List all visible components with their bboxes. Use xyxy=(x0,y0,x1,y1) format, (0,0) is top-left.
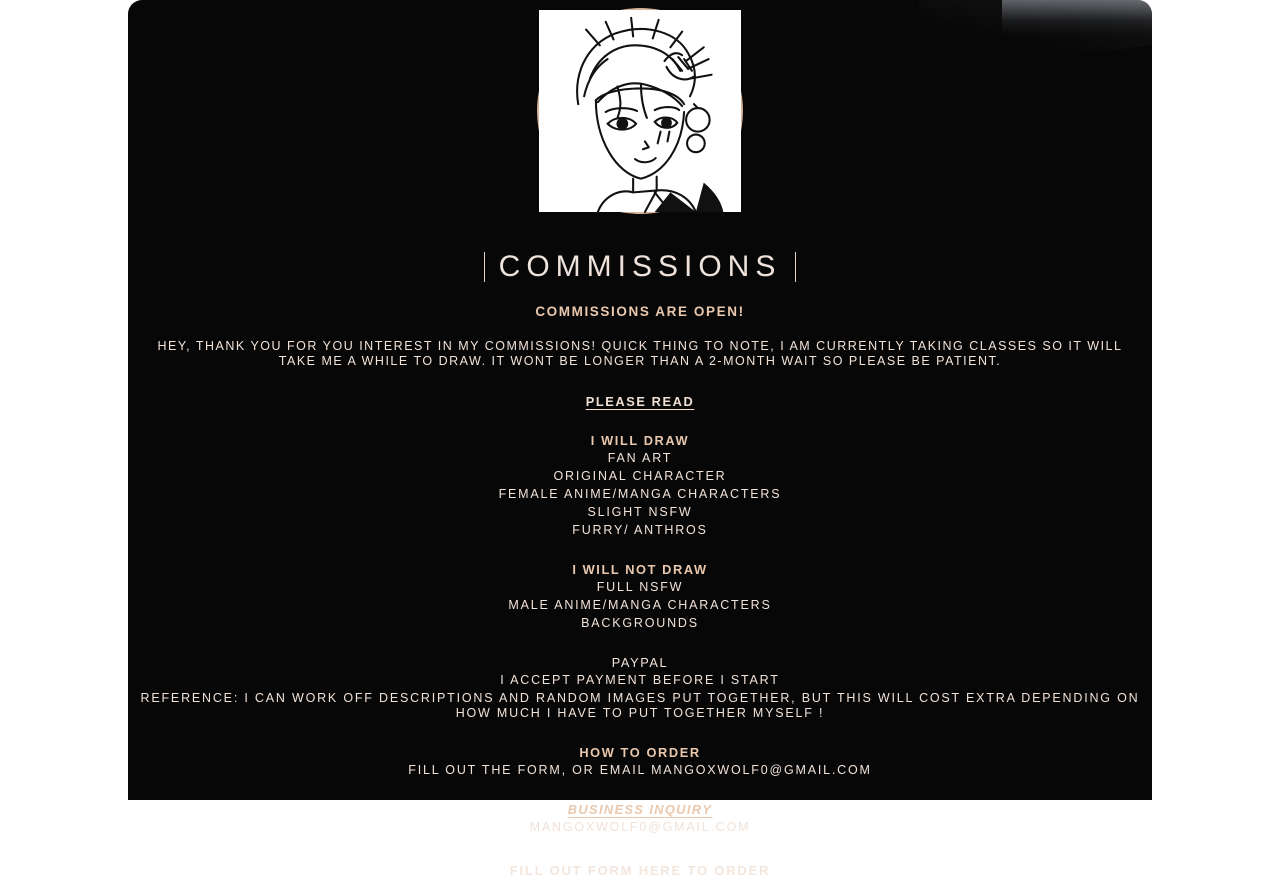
will-draw-item: ORIGINAL CHARACTER xyxy=(553,468,727,483)
order-form-link[interactable] xyxy=(128,863,1152,878)
how-to-order-item: FILL OUT THE FORM, OR EMAIL MANGOXWOLF0@GMAIL.COM xyxy=(408,762,872,777)
payment-reference-note: REFERENCE: I CAN WORK OFF DESCRIPTIONS AND RANDOM IMAGES PUT TOGETHER, BUT THIS WILL COST EXTRA DEPENDING ON HOW MUCH I HAVE TO PUT TOGETHER MYSELF ! xyxy=(140,690,1140,720)
will-not-draw-item: MALE ANIME/MANGA CHARACTERS xyxy=(508,597,772,612)
please-read-heading: PLEASE READ xyxy=(585,393,695,409)
payment-item: I ACCEPT PAYMENT BEFORE I START xyxy=(500,672,780,687)
commissions-status: COMMISSIONS ARE OPEN! xyxy=(535,304,745,319)
will-draw-heading: I WILL DRAW xyxy=(590,432,690,448)
commissions-page xyxy=(128,0,1152,878)
title-left-bar xyxy=(484,252,485,282)
avatar xyxy=(537,8,743,214)
page-title-text: COMMISSIONS xyxy=(498,250,782,283)
background-dot xyxy=(1212,779,1216,783)
title-right-bar xyxy=(795,252,796,282)
will-draw-item: FEMALE ANIME/MANGA CHARACTERS xyxy=(498,486,782,501)
will-not-draw-item: FULL NSFW xyxy=(596,579,684,594)
will-not-draw-heading: I WILL NOT DRAW xyxy=(572,561,708,577)
will-not-draw-item: BACKGROUNDS xyxy=(581,615,699,630)
will-draw-item: SLIGHT NSFW xyxy=(587,504,693,519)
page-content xyxy=(128,8,1152,888)
order-form-link-text[interactable]: FILL OUT FORM HERE TO ORDER xyxy=(509,862,771,878)
avatar-line-art-icon xyxy=(539,10,741,212)
business-inquiry-email[interactable]: MANGOXWOLF0@GMAIL.COM xyxy=(529,819,751,834)
will-draw-item: FURRY/ ANTHROS xyxy=(572,522,708,537)
will-draw-item: FAN ART xyxy=(607,450,673,465)
business-inquiry-heading: BUSINESS INQUIRY xyxy=(567,801,713,817)
page-title xyxy=(128,250,1152,284)
background-dot xyxy=(1217,156,1221,160)
how-to-order-heading: HOW TO ORDER xyxy=(579,744,701,760)
payment-heading: PAYPAL xyxy=(611,654,669,670)
intro-paragraph: HEY, THANK YOU FOR YOU INTEREST IN MY COMMISSIONS! QUICK THING TO NOTE, I AM CURRENTLY TAKING CLASSES SO IT WILL TAKE ME A WHILE TO DRAW. IT WONT BE LONGER THAN A 2-MONTH WAIT SO PLEASE BE PATIENT. xyxy=(157,339,1123,369)
